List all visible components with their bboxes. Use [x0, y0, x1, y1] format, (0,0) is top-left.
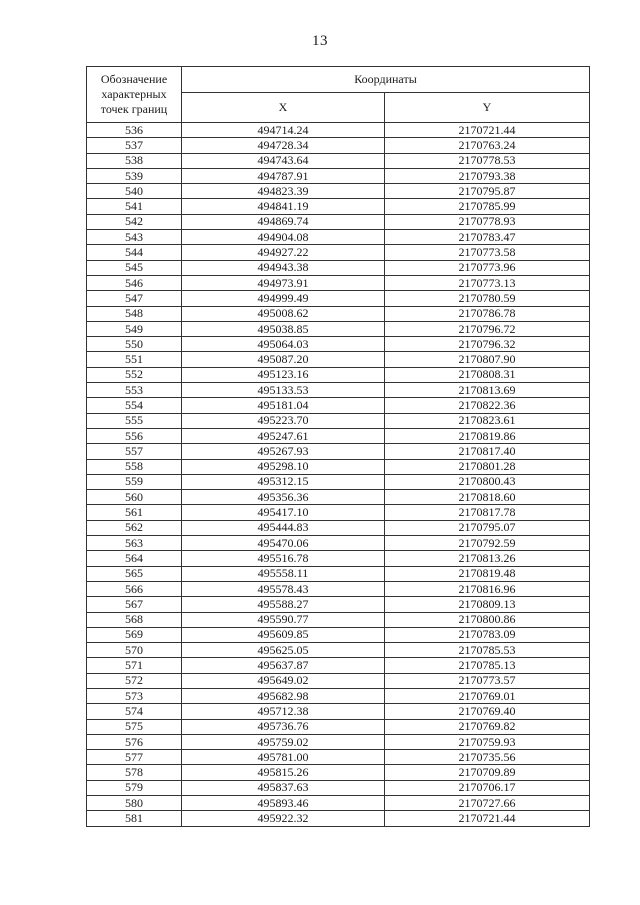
point-id-cell: 536 — [87, 123, 182, 138]
point-id-cell: 566 — [87, 581, 182, 596]
x-coordinate-cell: 495590.77 — [182, 612, 385, 627]
table-row — [87, 245, 590, 260]
y-coordinate-cell: 2170709.89 — [385, 765, 590, 780]
table-row — [87, 474, 590, 489]
point-id-cell: 571 — [87, 658, 182, 673]
table-row — [87, 291, 590, 306]
y-coordinate-cell: 2170816.96 — [385, 581, 590, 596]
table-row — [87, 168, 590, 183]
point-id-cell: 561 — [87, 505, 182, 520]
point-id-cell: 550 — [87, 337, 182, 352]
y-coordinate-cell: 2170773.57 — [385, 673, 590, 688]
table-row — [87, 230, 590, 245]
y-coordinate-cell: 2170818.60 — [385, 490, 590, 505]
x-coordinate-cell: 495123.16 — [182, 367, 385, 382]
y-coordinate-cell: 2170807.90 — [385, 352, 590, 367]
point-column-header: Обозначение характерных точек границ — [87, 67, 182, 123]
y-coordinate-cell: 2170801.28 — [385, 459, 590, 474]
table-row — [87, 551, 590, 566]
table-row — [87, 505, 590, 520]
x-coordinate-cell: 495064.03 — [182, 337, 385, 352]
point-id-cell: 565 — [87, 566, 182, 581]
y-coordinate-cell: 2170819.86 — [385, 428, 590, 443]
point-id-cell: 545 — [87, 260, 182, 275]
page-number: 13 — [312, 33, 328, 49]
table-row — [87, 796, 590, 811]
x-coordinate-cell: 494714.24 — [182, 123, 385, 138]
point-id-cell: 575 — [87, 719, 182, 734]
y-coordinate-cell: 2170778.93 — [385, 214, 590, 229]
point-id-cell: 560 — [87, 490, 182, 505]
table-row — [87, 734, 590, 749]
table-row — [87, 520, 590, 535]
table-row — [87, 704, 590, 719]
table-row — [87, 459, 590, 474]
table-row — [87, 627, 590, 642]
x-coordinate-cell: 494841.19 — [182, 199, 385, 214]
x-coordinate-cell: 495470.06 — [182, 536, 385, 551]
coordinates-table — [86, 66, 590, 827]
point-id-cell: 555 — [87, 413, 182, 428]
x-coordinate-cell: 495312.15 — [182, 474, 385, 489]
y-coordinate-cell: 2170773.96 — [385, 260, 590, 275]
y-coordinate-cell: 2170795.87 — [385, 184, 590, 199]
point-id-cell: 543 — [87, 230, 182, 245]
y-coordinate-cell: 2170792.59 — [385, 536, 590, 551]
y-coordinate-cell: 2170817.40 — [385, 444, 590, 459]
x-coordinate-cell: 495087.20 — [182, 352, 385, 367]
x-coordinate-cell: 495837.63 — [182, 780, 385, 795]
x-coordinate-cell: 495736.76 — [182, 719, 385, 734]
y-coordinate-cell: 2170769.82 — [385, 719, 590, 734]
point-id-cell: 549 — [87, 321, 182, 336]
table-row — [87, 612, 590, 627]
point-id-cell: 574 — [87, 704, 182, 719]
point-id-cell: 573 — [87, 688, 182, 703]
x-coordinate-cell: 495637.87 — [182, 658, 385, 673]
x-coordinate-cell: 495625.05 — [182, 643, 385, 658]
y-coordinate-cell: 2170759.93 — [385, 734, 590, 749]
point-id-cell: 553 — [87, 383, 182, 398]
x-coordinate-cell: 495516.78 — [182, 551, 385, 566]
x-coordinate-cell: 495609.85 — [182, 627, 385, 642]
point-id-cell: 538 — [87, 153, 182, 168]
table-row — [87, 780, 590, 795]
table-row — [87, 184, 590, 199]
x-coordinate-cell: 495444.83 — [182, 520, 385, 535]
y-coordinate-cell: 2170819.48 — [385, 566, 590, 581]
y-coordinate-cell: 2170823.61 — [385, 413, 590, 428]
table-row — [87, 597, 590, 612]
x-coordinate-cell: 495578.43 — [182, 581, 385, 596]
x-coordinate-cell: 494787.91 — [182, 168, 385, 183]
x-coordinate-cell: 494823.39 — [182, 184, 385, 199]
y-coordinate-cell: 2170795.07 — [385, 520, 590, 535]
table-row — [87, 536, 590, 551]
y-coordinate-cell: 2170763.24 — [385, 138, 590, 153]
point-id-cell: 546 — [87, 275, 182, 290]
y-coordinate-cell: 2170813.26 — [385, 551, 590, 566]
x-coordinate-cell: 494869.74 — [182, 214, 385, 229]
table-row — [87, 428, 590, 443]
y-coordinate-cell: 2170778.53 — [385, 153, 590, 168]
y-coordinate-cell: 2170785.13 — [385, 658, 590, 673]
x-coordinate-cell: 494904.08 — [182, 230, 385, 245]
y-coordinate-cell: 2170769.01 — [385, 688, 590, 703]
x-coordinate-cell: 495922.32 — [182, 811, 385, 826]
point-id-cell: 552 — [87, 367, 182, 382]
table-body — [87, 123, 590, 827]
x-coordinate-cell: 495267.93 — [182, 444, 385, 459]
x-coordinate-cell: 494743.64 — [182, 153, 385, 168]
x-coordinate-cell: 494728.34 — [182, 138, 385, 153]
y-coordinate-cell: 2170785.53 — [385, 643, 590, 658]
point-id-cell: 569 — [87, 627, 182, 642]
point-id-cell: 577 — [87, 750, 182, 765]
table-row — [87, 765, 590, 780]
table-row — [87, 490, 590, 505]
x-coordinate-cell: 494973.91 — [182, 275, 385, 290]
x-coordinate-cell: 495298.10 — [182, 459, 385, 474]
x-coordinate-cell: 495588.27 — [182, 597, 385, 612]
point-id-cell: 563 — [87, 536, 182, 551]
table-row — [87, 306, 590, 321]
table-row — [87, 352, 590, 367]
y-coordinate-cell: 2170721.44 — [385, 811, 590, 826]
point-id-cell: 556 — [87, 428, 182, 443]
point-id-cell: 562 — [87, 520, 182, 535]
point-id-cell: 578 — [87, 765, 182, 780]
point-id-cell: 541 — [87, 199, 182, 214]
y-coordinate-cell: 2170783.47 — [385, 230, 590, 245]
x-coordinate-cell: 494999.49 — [182, 291, 385, 306]
point-id-cell: 540 — [87, 184, 182, 199]
table-row — [87, 581, 590, 596]
point-id-cell: 567 — [87, 597, 182, 612]
table-row — [87, 811, 590, 826]
table-row — [87, 566, 590, 581]
y-coordinate-cell: 2170783.09 — [385, 627, 590, 642]
y-coordinate-cell: 2170735.56 — [385, 750, 590, 765]
point-id-cell: 548 — [87, 306, 182, 321]
table-row — [87, 138, 590, 153]
y-coordinate-cell: 2170813.69 — [385, 383, 590, 398]
point-id-cell: 557 — [87, 444, 182, 459]
y-coordinate-cell: 2170817.78 — [385, 505, 590, 520]
y-coordinate-cell: 2170822.36 — [385, 398, 590, 413]
table-row — [87, 337, 590, 352]
point-id-cell: 544 — [87, 245, 182, 260]
point-id-cell: 554 — [87, 398, 182, 413]
x-coordinate-cell: 495558.11 — [182, 566, 385, 581]
point-id-cell: 570 — [87, 643, 182, 658]
x-coordinate-cell: 495356.36 — [182, 490, 385, 505]
x-coordinate-cell: 495815.26 — [182, 765, 385, 780]
coordinates-header: Координаты — [182, 67, 590, 93]
x-coordinate-cell: 495649.02 — [182, 673, 385, 688]
y-coordinate-cell: 2170706.17 — [385, 780, 590, 795]
table-row — [87, 383, 590, 398]
x-coordinate-cell: 495181.04 — [182, 398, 385, 413]
x-coordinate-cell: 495759.02 — [182, 734, 385, 749]
table-row — [87, 658, 590, 673]
point-id-cell: 539 — [87, 168, 182, 183]
point-id-cell: 568 — [87, 612, 182, 627]
y-coordinate-cell: 2170800.43 — [385, 474, 590, 489]
point-id-cell: 581 — [87, 811, 182, 826]
table-row — [87, 688, 590, 703]
y-coordinate-cell: 2170727.66 — [385, 796, 590, 811]
y-coordinate-cell: 2170809.13 — [385, 597, 590, 612]
x-coordinate-cell: 495682.98 — [182, 688, 385, 703]
y-coordinate-cell: 2170796.72 — [385, 321, 590, 336]
table-row — [87, 444, 590, 459]
x-coordinate-cell: 495133.53 — [182, 383, 385, 398]
table-row — [87, 367, 590, 382]
y-coordinate-cell: 2170796.32 — [385, 337, 590, 352]
point-id-cell: 559 — [87, 474, 182, 489]
table-row — [87, 673, 590, 688]
point-id-cell: 579 — [87, 780, 182, 795]
x-coordinate-cell: 494943.38 — [182, 260, 385, 275]
x-coordinate-cell: 495893.46 — [182, 796, 385, 811]
table-row — [87, 719, 590, 734]
point-id-cell: 558 — [87, 459, 182, 474]
table-row — [87, 260, 590, 275]
x-column-header: X — [182, 93, 385, 123]
table-row — [87, 750, 590, 765]
point-id-cell: 576 — [87, 734, 182, 749]
point-id-cell: 551 — [87, 352, 182, 367]
y-coordinate-cell: 2170773.13 — [385, 275, 590, 290]
y-coordinate-cell: 2170721.44 — [385, 123, 590, 138]
point-id-cell: 564 — [87, 551, 182, 566]
y-coordinate-cell: 2170785.99 — [385, 199, 590, 214]
x-coordinate-cell: 495008.62 — [182, 306, 385, 321]
table-row — [87, 199, 590, 214]
table-row — [87, 275, 590, 290]
point-id-cell: 580 — [87, 796, 182, 811]
x-coordinate-cell: 495712.38 — [182, 704, 385, 719]
point-id-cell: 542 — [87, 214, 182, 229]
y-coordinate-cell: 2170793.38 — [385, 168, 590, 183]
x-coordinate-cell: 494927.22 — [182, 245, 385, 260]
table-row — [87, 214, 590, 229]
table-row — [87, 321, 590, 336]
table-row — [87, 398, 590, 413]
x-coordinate-cell: 495247.61 — [182, 428, 385, 443]
table-row — [87, 153, 590, 168]
x-coordinate-cell: 495223.70 — [182, 413, 385, 428]
point-id-cell: 572 — [87, 673, 182, 688]
y-coordinate-cell: 2170773.58 — [385, 245, 590, 260]
point-id-cell: 547 — [87, 291, 182, 306]
y-coordinate-cell: 2170769.40 — [385, 704, 590, 719]
y-coordinate-cell: 2170800.86 — [385, 612, 590, 627]
y-column-header: Y — [385, 93, 590, 123]
table-row — [87, 643, 590, 658]
point-id-cell: 537 — [87, 138, 182, 153]
y-coordinate-cell: 2170786.78 — [385, 306, 590, 321]
y-coordinate-cell: 2170780.59 — [385, 291, 590, 306]
x-coordinate-cell: 495417.10 — [182, 505, 385, 520]
x-coordinate-cell: 495038.85 — [182, 321, 385, 336]
x-coordinate-cell: 495781.00 — [182, 750, 385, 765]
y-coordinate-cell: 2170808.31 — [385, 367, 590, 382]
table-row — [87, 123, 590, 138]
table-row — [87, 413, 590, 428]
